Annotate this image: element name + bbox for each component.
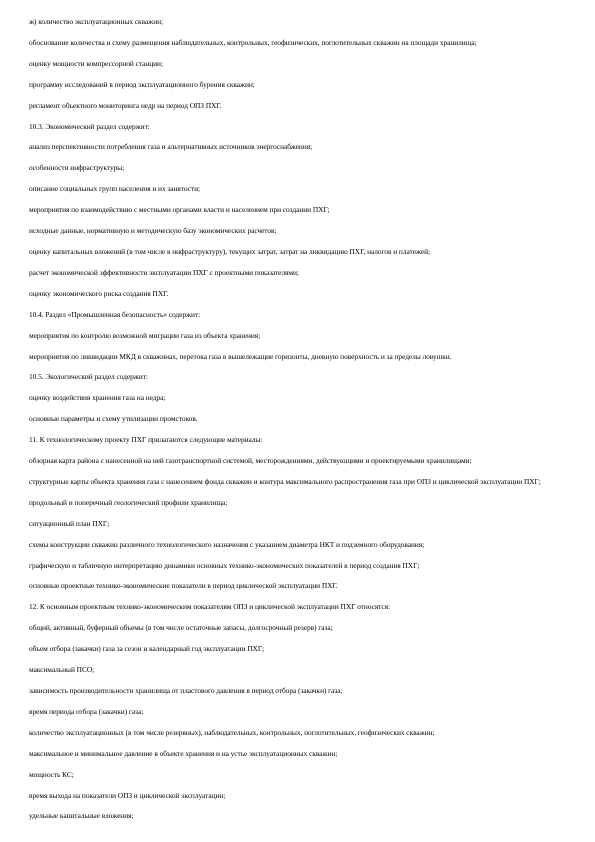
paragraph: обоснование количества и схему размещения наблюдательных, контрольных, геофизических, поглотительных скважин на площади хранилища; xyxy=(29,37,477,47)
paragraph: время периода отбора (закачки) газа; xyxy=(29,706,144,716)
paragraph: особенности инфраструктуры; xyxy=(29,163,125,173)
paragraph: расчет экономической эффективности эксплуатации ПХГ с проектными показателями; xyxy=(29,267,299,277)
paragraph: регламент объектного мониторинга недр на период ОПЗ ПХГ. xyxy=(29,100,222,110)
paragraph: оценку экономического риска создания ПХГ. xyxy=(29,288,169,298)
document-page xyxy=(29,18,564,833)
paragraph: продольный и поперечный геологический профили хранилища; xyxy=(29,497,228,507)
paragraph: оценку мощности компрессорной станции; xyxy=(29,58,163,68)
paragraph: удельные капитальные вложения; xyxy=(29,811,134,821)
paragraph: оценку капитальных вложений (в том числе в инфраструктуру), текущих затрат, затрат на ликвидацию ПХГ, налогов и платежей; xyxy=(29,246,431,256)
paragraph: обзорная карта района с нанесенной на ней газотранспортной системой, месторождениями, действующими и проектируемыми хранилищами; xyxy=(29,456,472,466)
paragraph: описание социальных групп населения и их занятости; xyxy=(29,184,200,194)
paragraph: количество эксплуатационных (в том числе резервных), наблюдательных, контрольных, поглотительных, геофизических скважин; xyxy=(29,727,435,737)
paragraph: максимальный ПСО; xyxy=(29,665,95,675)
paragraph: основные параметры и схему утилизации промстоков. xyxy=(29,414,198,424)
paragraph: мероприятия по взаимодействию с местными органами власти и населением при создании ПХГ; xyxy=(29,205,330,215)
paragraph: зависимость производительности хранилища от пластового давления в период отбора (закачки) газа; xyxy=(29,686,343,695)
paragraph: мероприятия по контролю возможной миграции газа из объекта хранения; xyxy=(29,330,261,340)
section-heading: 10.5. Экологический раздел содержит: xyxy=(29,372,148,382)
paragraph: максимальное и минимальное давление в объекте хранения и на устье эксплуатационных скважин; xyxy=(29,748,338,758)
section-heading: 10.3. Экономический раздел содержит: xyxy=(29,121,150,131)
paragraph: оценку воздействия хранения газа на недра; xyxy=(29,393,166,403)
section-heading: 12. К основным проектным технико-экономическим показателям ОПЗ и циклической эксплуатации ПХГ относятся: xyxy=(29,602,391,612)
paragraph: время выхода на показатели ОПЗ и циклической эксплуатации; xyxy=(29,790,226,800)
paragraph: мощность КС; xyxy=(29,769,74,779)
paragraph: исходные данные, нормативную и методическую базу экономических расчетов; xyxy=(29,226,277,236)
paragraph: мероприятия по ликвидации МКД в скважинах, перетока газа в вышележащие горизонты, дневную поверхность и за пределы ловушки. xyxy=(29,351,452,361)
paragraph: общий, активный, буферный объемы (в том числе остаточные запасы, долгосрочный резерв) газа; xyxy=(29,623,333,633)
paragraph: основные проектные технико-экономические показатели в период циклической эксплуатации ПХГ. xyxy=(29,581,338,591)
paragraph: ж) количество эксплуатационных скважин; xyxy=(29,17,164,26)
paragraph: структурные карты объекта хранения газа с нанесением фонда скважин и контура максимального распространения газа при ОПЗ и циклической эксплуатации ПХГ; xyxy=(29,476,541,486)
section-heading: 11. К технологическому проекту ПХГ прилагаются следующие материалы: xyxy=(29,435,263,445)
paragraph: графическую и табличную интерпретацию динамики основных технико-экономических показателей в период создания ПХГ; xyxy=(29,560,420,570)
paragraph: анализ перспективности потребления газа и альтернативных источников энергоснабжения; xyxy=(29,142,313,152)
section-heading: 10.4. Раздел «Промышленная безопасность» содержит: xyxy=(29,309,201,319)
paragraph: программу исследований в период эксплуатационного бурения скважин; xyxy=(29,79,255,89)
paragraph: схемы конструкции скважин различного технологического назначения с указанием диаметра НКТ и подземного оборудования; xyxy=(29,539,425,549)
paragraph: ситуационный план ПХГ; xyxy=(29,518,110,528)
paragraph: объем отбора (закачки) газа за сезон и календарный год эксплуатации ПХГ; xyxy=(29,644,265,654)
